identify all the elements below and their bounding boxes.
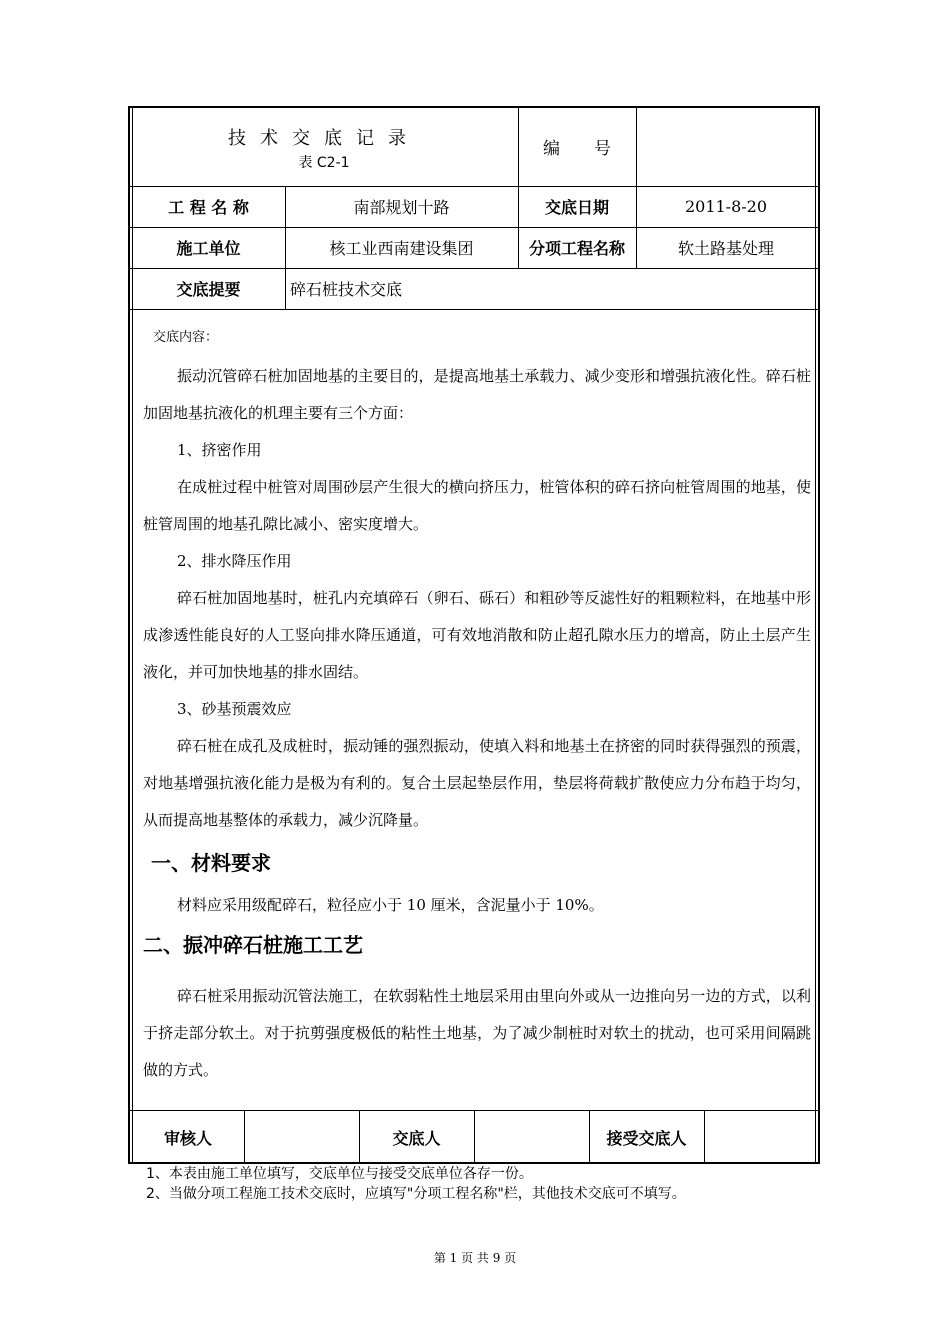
number-label: 编 号 <box>543 138 611 159</box>
construction-unit-label: 施工单位 <box>176 239 241 258</box>
number-field[interactable] <box>636 106 816 186</box>
discloser-signature-field[interactable] <box>474 1110 589 1164</box>
receiver-label: 接受交底人 <box>606 1128 687 1148</box>
reviewer-signature-field[interactable] <box>244 1110 359 1164</box>
item-title: 1、挤密作用 <box>177 441 262 459</box>
content-intro-label: 交底内容： <box>153 330 219 345</box>
form-title: 技术交底记录 <box>228 128 420 149</box>
paragraph: 碎石桩采用振动沉管法施工，在软弱粘性土地层采用由里向外或从一边推向另一边的方式，以利于挤走部分软土。对于抗剪强度极低的粘性土地基，为了减少制桩时对软土的扰动，也可采用间隔跳做的方式。 <box>143 987 811 1079</box>
date-value: 2011-8-20 <box>684 197 768 216</box>
date-label: 交底日期 <box>544 198 609 217</box>
note-line: 1、本表由施工单位填写，交底单位与接受交底单位各存一份。 <box>146 1166 533 1182</box>
construction-unit-value: 核工业西南建设集团 <box>329 239 474 258</box>
form-notes <box>146 1164 846 1204</box>
form-code: 表 C2-1 <box>298 155 350 171</box>
subproject-name-label: 分项工程名称 <box>528 239 625 258</box>
section-heading: 二、振冲碎石桩施工工艺 <box>143 933 363 957</box>
paragraph: 在成桩过程中桩管对周围砂层产生很大的横向挤压力，桩管体积的碎石挤向桩管周围的地基，使桩管周围的地基孔隙比减小、密实度增大。 <box>143 478 811 533</box>
item-title: 2、排水降压作用 <box>177 552 292 570</box>
paragraph: 材料应采用级配碎石，粒径应小于 10 厘米，含泥量小于 10%。 <box>177 896 604 914</box>
row-divider <box>128 309 820 310</box>
section-heading: 一、材料要求 <box>151 851 271 875</box>
project-name-label: 工 程 名 称 <box>168 198 249 217</box>
note-line: 2、当做分项工程施工技术交底时，应填写"分项工程名称"栏，其他技术交底可不填写。 <box>146 1186 686 1202</box>
disclosure-content <box>143 326 811 1089</box>
paragraph: 碎石桩在成孔及成桩时，振动锤的强烈振动，使填入料和地基土在挤密的同时获得强烈的预震，对地基增强抗液化能力是极为有利的。复合土层起垫层作用，垫层将荷载扩散使应力分布趋于均匀，从而提高地基整体的承载力，减少沉降量。 <box>143 737 811 829</box>
page-number: 第 1 页 共 9 页 <box>433 1251 517 1265</box>
paragraph: 振动沉管碎石桩加固地基的主要目的，是提高地基土承载力、减少变形和增强抗液化性。碎石桩加固地基抗液化的机理主要有三个方面： <box>143 367 811 422</box>
reviewer-label: 审核人 <box>163 1128 212 1148</box>
paragraph: 碎石桩加固地基时，桩孔内充填碎石（卵石、砾石）和粗砂等反滤性好的粗颗粒料，在地基中形成渗透性能良好的人工竖向排水降压通道，可有效地消散和防止超孔隙水压力的增高，防止土层产生液化，并可加快地基的排水固结。 <box>143 589 811 681</box>
project-name-value: 南部规划十路 <box>353 198 450 217</box>
summary-value: 碎石桩技术交底 <box>290 280 403 299</box>
item-title: 3、砂基预震效应 <box>177 700 292 718</box>
summary-label: 交底提要 <box>176 280 241 299</box>
receiver-signature-field[interactable] <box>704 1110 815 1164</box>
discloser-label: 交底人 <box>392 1128 441 1148</box>
subproject-name-value: 软土路基处理 <box>677 239 774 258</box>
